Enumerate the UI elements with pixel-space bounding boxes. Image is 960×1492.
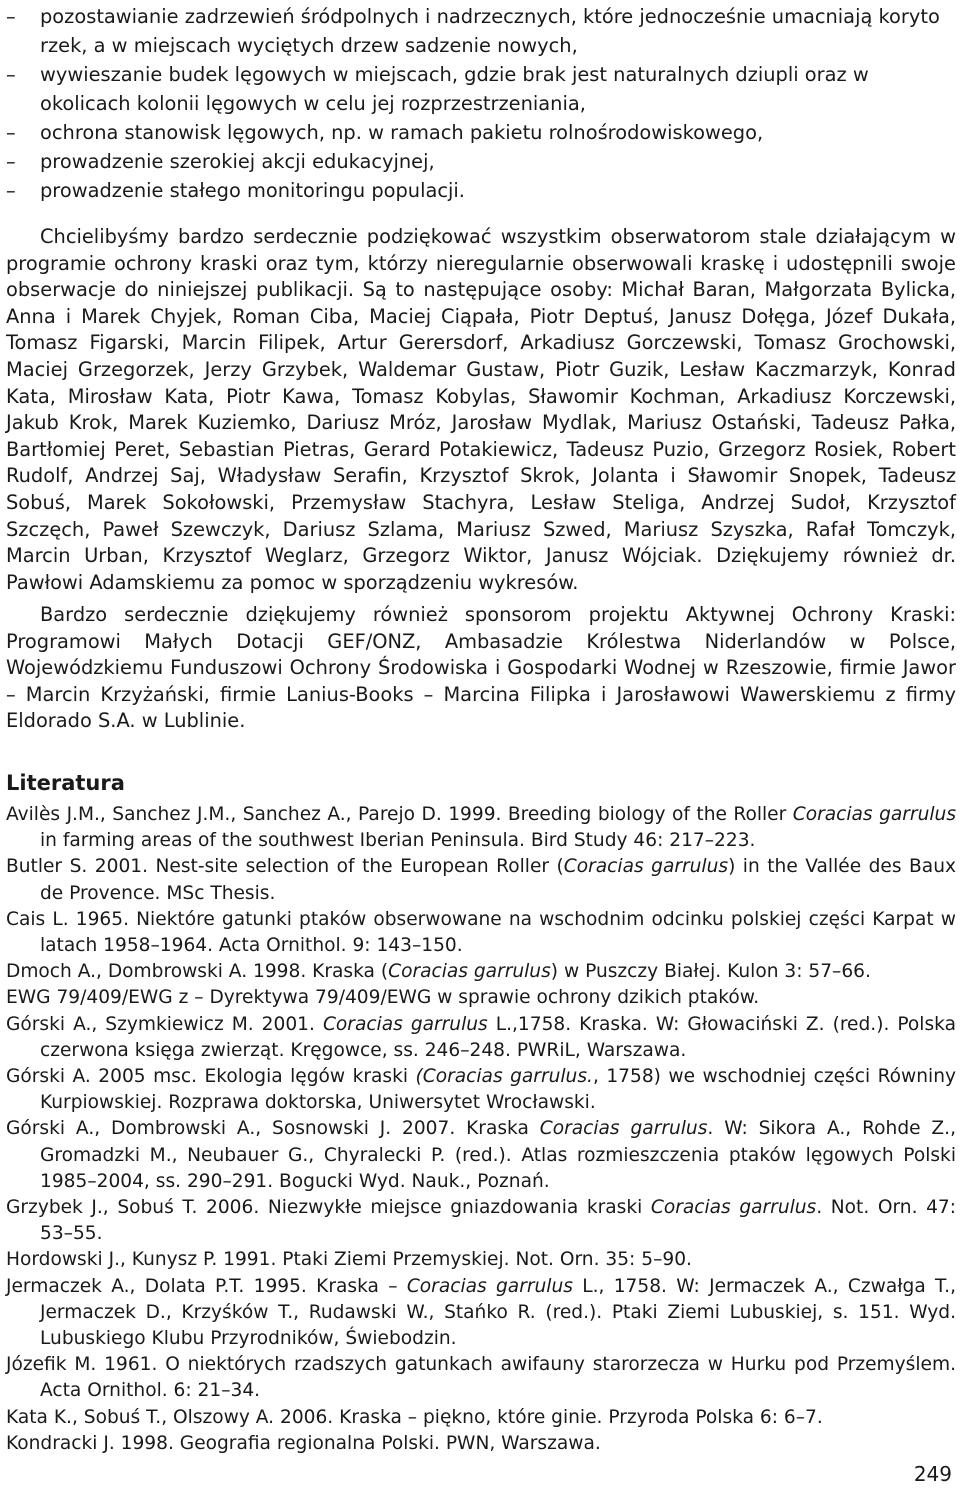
bullet-dash: – [6,121,16,144]
reference-entry [6,1116,956,1195]
list-item-text: wywieszanie budek lęgowych w miejscach, gdzie brak jest naturalnych dziupli oraz w okolicach kolonii lęgowych w celu jej rozprzestrzeniania, [40,63,869,115]
acknowledgements-observers-paragraph: Chcielibyśmy bardzo serdecznie podziękować wszystkim obserwatorom stale działającym w programie ochrony kraski oraz tym, którzy nieregularnie obserwowali kraskę i udostępnili swoje obserwacje do niniejszej publikacji. Są to następujące osoby: Michał Baran, Małgorzata Bylicka, Anna i Marek Chyjek, Roman Ciba, Maciej Ciąpała, Piotr Deptuś, Janusz Dołęga, Józef Dukała, Tomasz Figarski, Marcin Filipek, Artur Gerersdorf, Arkadiusz Gorczewski, Tomasz Grochowski, Maciej Grzegorzek, Jerzy Grzybek, Waldemar Gustaw, Piotr Guzik, Lesław Kaczmarzyk, Konrad Kata, Mirosław Kata, Piotr Kawa, Tomasz Kobylas, Sławomir Kochman, Arkadiusz Korczewski, Jakub Krok, Marek Kuziemko, Dariusz Mróz, Jarosław Mydlak, Mariusz Ostański, Tadeusz Pałka, Bartłomiej Peret, Sebastian Pietras, Gerard Potakiewicz, Tadeusz Puzio, Grzegorz Rosiek, Robert Rudolf, Andrzej Saj, Władysław Serafin, Krzysztof Skrok, Jolanta i Sławomir Snopek, Tadeusz Sobuś, Marek Sokołowski, Przemysław Stachyra, Lesław Steliga, Andrzej Sudoł, Krzysztof Szczęch, Paweł Szewczyk, Dariusz Szlama, Mariusz Szwed, Mariusz Szyszka, Rafał Tomczyk, Marcin Urban, Krzysztof Weglarz, Grzegorz Wiktor, Janusz Wójciak. Dziękujemy również dr. Pawłowi Adamskiemu za pomoc w sporządzeniu wykresów. [6,225,956,594]
reference-list [6,802,956,1457]
reference-entry [6,1352,956,1404]
reference-entry [6,907,956,959]
list-item [6,147,956,176]
reference-entry [6,1405,956,1431]
reference-species-name: (Coracias garrulus. [415,1066,593,1088]
reference-entry [6,1195,956,1247]
reference-text: Avilès J.M., Sanchez J.M., Sanchez A., Parejo D. 1999. Breeding biology of the Roller [6,804,793,825]
reference-text: Górski A., Szymkiewicz M. 2001. [6,1013,323,1035]
reference-species-name: Coracias garrulus [650,1197,817,1219]
page-number: 249 [913,1462,952,1486]
bullet-dash: – [6,150,16,173]
reference-text: Butler S. 2001. Nest-site selection of the European Roller ( [6,856,564,878]
list-item-text: ochrona stanowisk lęgowych, np. w ramach pakietu rolnośrodowiskowego, [40,121,764,144]
bullet-dash: – [6,179,16,202]
reference-text: EWG 79/409/EWG z – Dyrektywa 79/409/EWG w sprawie ochrony dzikich ptaków. [6,987,760,1009]
conservation-measures-list [6,2,956,205]
reference-text: Kata K., Sobuś T., Olszowy A. 2006. Kraska – piękno, które ginie. Przyroda Polska 6: 6–7. [6,1406,823,1428]
reference-text: Hordowski J., Kunysz P. 1991. Ptaki Ziemi Przemyskiej. Not. Orn. 35: 5–90. [6,1249,692,1271]
reference-species-name: Coracias garrulus [406,1275,573,1297]
reference-text-continued: L.,1758. Kraska. W: Głowaciński Z. (red.). Polska czerwona księga zwierząt. Kręgowce, ss. 246–248. PWRiL, Warszawa. [40,1013,956,1061]
reference-text-continued: . Not. Orn. 47: 53–55. [40,1197,956,1245]
reference-text: Jermaczek A., Dolata P.T. 1995. Kraska – [6,1275,407,1297]
document-page [6,0,956,1492]
reference-text-continued: L., 1758. W: Jermaczek A., Czwałga T., Jermaczek D., Krzyśków T., Rudawski W., Stańko R. (red.). Ptaki Ziemi Lubuskiej, s. 151. Wyd. Lubuskiego Klubu Przyrodników, Świebodzin. [40,1275,957,1350]
list-item [6,118,956,147]
reference-entry [6,985,956,1011]
reference-species-name: Coracias garrulus [322,1013,488,1035]
reference-text: Grzybek J., Sobuś T. 2006. Niezwykłe miejsce gniazdowania kraski [6,1197,651,1219]
reference-entry [6,1012,956,1064]
reference-entry [6,959,956,985]
reference-species-name: Coracias garrulus [539,1118,708,1140]
list-item-text: prowadzenie szerokiej akcji edukacyjnej, [40,150,435,173]
reference-text-continued: . W: Sikora A., Rohde Z., Gromadzki M., Neubauer G., Chyralecki P. (red.). Atlas rozmieszczenia ptaków lęgowych Polski 1985–2004, ss. 290–291. Bogucki Wyd. Nauk., Poznań. [40,1118,956,1192]
reference-text: Józefik M. 1961. O niektórych rzadszych gatunkach awifauny starorzecza w Hurku pod Przemyślem. Acta Ornithol. 6: 21–34. [6,1354,956,1402]
list-item [6,2,956,60]
reference-text-continued: ) w Puszczy Białej. Kulon 3: 57–66. [550,961,871,983]
reference-text-continued: ) in the Vallée des Baux de Provence. MSc Thesis. [40,856,956,904]
list-item-text: pozostawianie zadrzewień śródpolnych i nadrzecznych, które jednocześnie umacniają koryto rzek, a w miejscach wyciętych drzew sadzenie nowych, [40,5,940,57]
bullet-dash: – [6,5,16,28]
reference-entry [6,1274,956,1353]
reference-entry [6,802,956,854]
bullet-dash: – [6,63,16,86]
reference-text: Cais L. 1965. Niektóre gatunki ptaków obserwowane na wschodnim odcinku polskiej części Karpat w latach 1958–1964. Acta Ornithol. 9: 143–150. [6,908,956,957]
reference-text: Górski A. 2005 msc. Ekologia lęgów kraski [6,1066,416,1088]
reference-entry [6,854,956,906]
reference-species-name: Coracias garrulus [792,804,957,825]
list-item-text: prowadzenie stałego monitoringu populacji. [40,179,465,202]
list-item [6,176,956,205]
reference-entry [6,1431,956,1457]
acknowledgements-sponsors-paragraph: Bardzo serdecznie dziękujemy również sponsorom projektu Aktywnej Ochrony Kraski: Programowi Małych Dotacji GEF/ONZ, Ambasadzie Królestwa Niderlandów w Polsce, Wojewódzkiemu Funduszowi Ochrony Środowiska i Gospodarki Wodnej w Rzeszowie, firmie Jawor – Marcin Krzyżański, firmie Lanius-Books – Marcina Filipka i Jarosławowi Wawerskiemu z firmy Eldorado S.A. w Lublinie. [6,603,956,733]
list-item [6,60,956,118]
reference-text: Górski A., Dombrowski A., Sosnowski J. 2007. Kraska [6,1118,540,1140]
reference-text: Dmoch A., Dombrowski A. 1998. Kraska ( [6,961,389,983]
reference-species-name: Coracias garrulus [563,856,729,878]
reference-entry [6,1247,956,1273]
reference-text: Kondracki J. 1998. Geografia regionalna Polski. PWN, Warszawa. [6,1432,601,1454]
reference-text-continued: in farming areas of the southwest Iberian Peninsula. Bird Study 46: 217–223. [40,830,756,852]
reference-entry [6,1064,956,1116]
references-heading: Literatura [6,771,125,795]
reference-text-continued: , 1758) we wschodniej części Równiny Kurpiowskiej. Rozprawa doktorska, Uniwersytet Wrocławski. [40,1066,956,1114]
reference-species-name: Coracias garrulus [388,961,551,983]
